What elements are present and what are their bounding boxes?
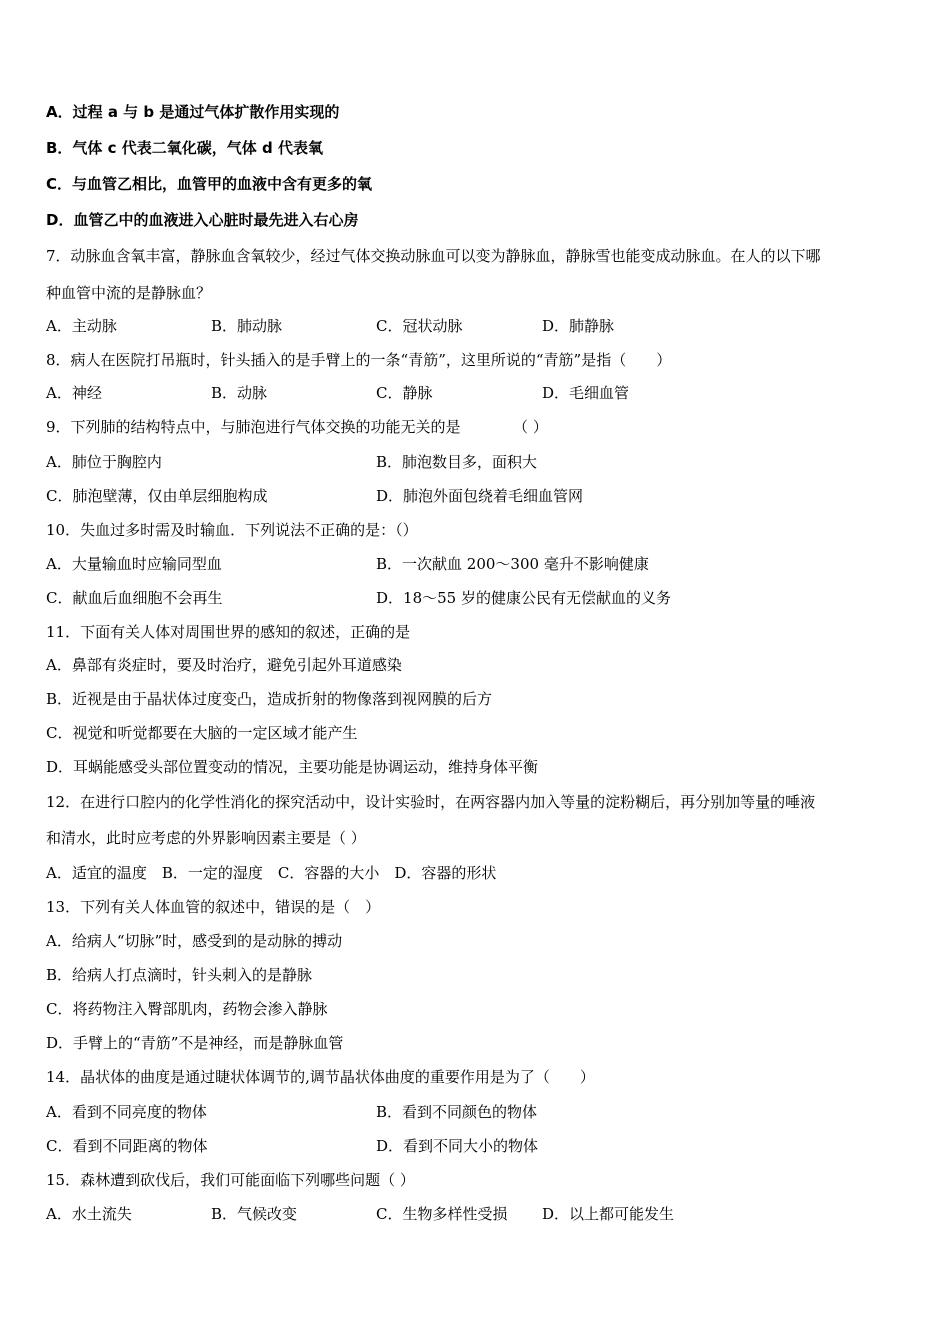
question-text: D．手臂上的“青筋”不是神经，而是静脉血管 [46,1034,344,1052]
question-text: 种血管中流的是静脉血？ [46,284,212,302]
answer-option: A．水土流失 [46,1205,132,1223]
answer-option: D．看到不同大小的物体 [376,1137,539,1155]
text-line [0,827,950,849]
text-line [0,930,950,952]
text-line [0,173,950,195]
question-text: C．与血管乙相比，血管甲的血液中含有更多的氧 [46,175,373,193]
question-text: A．适宜的温度 B．一定的湿度 C．容器的大小 D．容器的形状 [46,864,497,882]
answer-option: B．肺动脉 [211,317,283,335]
answer-option: C．献血后血细胞不会再生 [46,589,223,607]
text-line [0,1135,950,1157]
text-line [0,245,950,267]
answer-option: D．以上都可能发生 [542,1205,675,1223]
text-line [0,137,950,159]
question-text: B．近视是由于晶状体过度变凸，造成折射的物像落到视网膜的后方 [46,690,493,708]
text-line [0,998,950,1020]
text-line [0,315,950,337]
text-line [0,209,950,231]
text-line [0,282,950,304]
question-text: 15．森林遭到砍伐后，我们可能面临下列哪些问题（ ） [46,1171,415,1189]
answer-option: D．肺静脉 [542,317,615,335]
question-text: A．鼻部有炎症时，要及时治疗，避免引起外耳道感染 [46,656,402,674]
answer-option: B．看到不同颜色的物体 [376,1103,538,1121]
text-line [0,688,950,710]
text-line [0,587,950,609]
answer-option: A．肺位于胸腔内 [46,453,162,471]
answer-option: A．大量输血时应输同型血 [46,555,222,573]
answer-option: A．看到不同亮度的物体 [46,1103,207,1121]
answer-option: D．18～55 岁的健康公民有无偿献血的义务 [376,589,671,607]
text-line [0,1169,950,1191]
question-text: B．气体 c 代表二氧化碳，气体 d 代表氧 [46,139,323,157]
text-line [0,1066,950,1088]
answer-option: B．一次献血 200～300 毫升不影响健康 [376,555,649,573]
answer-option: C．冠状动脉 [376,317,463,335]
text-line [0,1203,950,1225]
text-line [0,621,950,643]
text-line [0,791,950,813]
text-line [0,1101,950,1123]
text-line [0,896,950,918]
question-text: 和清水，此时应考虑的外界影响因素主要是（ ） [46,829,366,847]
text-line [0,654,950,676]
answer-option: B．动脉 [211,384,268,402]
text-line [0,349,950,371]
question-text: 10．失血过多时需及时输血．下列说法不正确的是：（） [46,521,418,539]
question-text: 13．下列有关人体血管的叙述中，错误的是（ ） [46,898,381,916]
question-text: 8．病人在医院打吊瓶时，针头插入的是手臂上的一条“青筋”，这里所说的“青筋”是指（ ） [46,351,672,369]
text-line [0,964,950,986]
text-line [0,519,950,541]
text-line [0,862,950,884]
answer-option: C．生物多样性受损 [376,1205,508,1223]
question-text: B．给病人打点滴时，针头刺入的是静脉 [46,966,313,984]
question-text: 14．晶状体的曲度是通过睫状体调节的,调节晶状体曲度的重要作用是为了（ ） [46,1068,595,1086]
text-line [0,553,950,575]
question-text: D．耳蜗能感受头部位置变动的情况，主要功能是协调运动，维持身体平衡 [46,758,539,776]
answer-option: D．肺泡外面包绕着毛细血管网 [376,487,584,505]
answer-option: D．毛细血管 [542,384,630,402]
answer-option: C．肺泡壁薄，仅由单层细胞构成 [46,487,268,505]
answer-option: B．气候改变 [211,1205,298,1223]
answer-option: B．肺泡数目多，面积大 [376,453,538,471]
text-line [0,451,950,473]
text-line [0,756,950,778]
answer-option: A．主动脉 [46,317,117,335]
question-text: C．将药物注入臀部肌肉，药物会渗入静脉 [46,1000,328,1018]
question-text: 9．下列肺的结构特点中，与肺泡进行气体交换的功能无关的是 （ ） [46,418,548,436]
text-line [0,382,950,404]
question-text: C．视觉和听觉都要在大脑的一定区域才能产生 [46,724,358,742]
question-text: A．过程 a 与 b 是通过气体扩散作用实现的 [46,103,340,121]
answer-option: C．静脉 [376,384,433,402]
text-line [0,416,950,438]
text-line [0,722,950,744]
text-line [0,101,950,123]
question-text: 7．动脉血含氧丰富，静脉血含氧较少，经过气体交换动脉血可以变为静脉血，静脉雪也能变成动脉血。在人的以下哪 [46,247,821,265]
text-line [0,485,950,507]
answer-option: C．看到不同距离的物体 [46,1137,208,1155]
question-text: A．给病人“切脉”时，感受到的是动脉的搏动 [46,932,343,950]
question-text: 12．在进行口腔内的化学性消化的探究活动中，设计实验时，在两容器内加入等量的淀粉糊后，再分别加等量的唾液 [46,793,816,811]
answer-option: A．神经 [46,384,102,402]
question-text: 11．下面有关人体对周围世界的感知的叙述，正确的是 [46,623,411,641]
question-text: D．血管乙中的血液进入心脏时最先进入右心房 [46,211,359,229]
text-line [0,1032,950,1054]
